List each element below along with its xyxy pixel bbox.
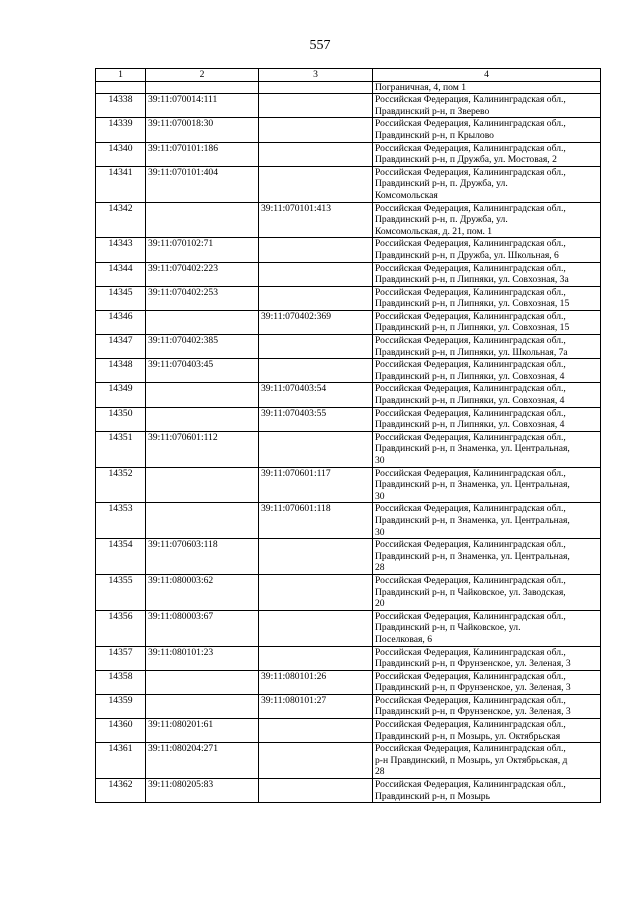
cadastral-number-col2: 39:11:080205:83 <box>146 779 259 803</box>
cadastral-number-col2: 39:11:070603:118 <box>146 539 259 575</box>
address-cell <box>373 646 601 670</box>
address-cell <box>373 310 601 334</box>
address-line: Российская Федерация, Калининградская обл., <box>375 118 566 130</box>
cadastral-number-col2: 39:11:070018:30 <box>146 118 259 142</box>
address-line: Российская Федерация, Калининградская обл., <box>375 694 566 706</box>
record-number: 14358 <box>96 670 146 694</box>
table-row <box>96 574 601 610</box>
cadastral-number-col3: 39:11:070601:117 <box>259 467 373 503</box>
address-cell <box>373 118 601 142</box>
record-number: 14346 <box>96 310 146 334</box>
address-line: Российская Федерация, Калининградская обл., <box>375 166 566 178</box>
cadastral-number-col3 <box>259 779 373 803</box>
cadastral-number-col3 <box>259 142 373 166</box>
address-line: Российская Федерация, Калининградская обл., <box>375 335 566 347</box>
record-number: 14345 <box>96 286 146 310</box>
table-row <box>96 94 601 118</box>
cadastral-number-col3 <box>259 238 373 262</box>
cadastral-number-col3 <box>259 743 373 779</box>
address-line: Российская Федерация, Калининградская обл., <box>375 610 566 622</box>
record-number: 14356 <box>96 610 146 646</box>
address-line: 20 <box>375 598 385 610</box>
address-line: Российская Федерация, Калининградская обл., <box>375 743 566 755</box>
address-cell <box>373 467 601 503</box>
table-row <box>96 142 601 166</box>
cadastral-number-col3: 39:11:070601:118 <box>259 503 373 539</box>
record-number: 14348 <box>96 359 146 383</box>
address-line: Правдинский р-н, п Знаменка, ул. Центральная, <box>375 479 570 491</box>
address-cell <box>373 431 601 467</box>
address-line: Правдинский р-н, п Знаменка, ул. Центральная, <box>375 443 570 455</box>
address-line: Правдинский р-н, п Липняки, ул. Школьная, 7а <box>375 346 568 358</box>
cadastral-number-col2: 39:11:080101:23 <box>146 646 259 670</box>
address-line: Российская Федерация, Калининградская обл., <box>375 286 566 298</box>
address-line: Российская Федерация, Калининградская обл., <box>375 503 566 515</box>
address-line: Российская Федерация, Калининградская обл., <box>375 383 566 395</box>
address-cell <box>373 142 601 166</box>
table-row <box>96 286 601 310</box>
record-number: 14360 <box>96 719 146 743</box>
table-row <box>96 719 601 743</box>
column-header: 4 <box>373 69 601 82</box>
address-line: 30 <box>375 526 385 538</box>
address-cell <box>373 670 601 694</box>
address-line: Российская Федерация, Калининградская обл., <box>375 142 566 154</box>
cadastral-number-col2: 39:11:080003:67 <box>146 610 259 646</box>
cadastral-number-col3 <box>259 359 373 383</box>
table-row <box>96 670 601 694</box>
cadastral-number-col3: 39:11:070101:413 <box>259 202 373 238</box>
table-header-row <box>96 69 601 82</box>
cadastral-number-col2: 39:11:070402:253 <box>146 286 259 310</box>
address-line: Российская Федерация, Калининградская обл., <box>375 94 566 106</box>
address-line: Правдинский р-н, п Липняки, ул. Совхозная, 15 <box>375 322 570 334</box>
record-number: 14357 <box>96 646 146 670</box>
address-line: Правдинский р-н, п Липняки, ул. Совхозная, 3а <box>375 274 569 286</box>
cadastral-number-col3: 39:11:080101:27 <box>259 694 373 718</box>
address-cell <box>373 94 601 118</box>
cadastral-number-col3 <box>259 539 373 575</box>
address-line: Правдинский р-н, п Мозырь, ул. Октябрьская <box>375 730 561 742</box>
record-number: 14344 <box>96 262 146 286</box>
address-line: Правдинский р-н, п Липняки, ул. Совхозная, 15 <box>375 298 570 310</box>
cadastral-number-col3 <box>259 610 373 646</box>
address-line: Правдинский р-н, п. Дружба, ул. <box>375 178 508 190</box>
cadastral-number-col2: 39:11:070402:385 <box>146 335 259 359</box>
table-row <box>96 118 601 142</box>
cadastral-number-col3: 39:11:070403:55 <box>259 407 373 431</box>
address-line: Правдинский р-н, п Фрунзенское, ул. Зеленая, 3 <box>375 658 571 670</box>
record-number: 14359 <box>96 694 146 718</box>
address-line: Поселковая, 6 <box>375 633 433 645</box>
table-row <box>96 743 601 779</box>
cadastral-number-col3: 39:11:070402:369 <box>259 310 373 334</box>
address-line: Российская Федерация, Калининградская обл., <box>375 431 566 443</box>
address-line: Российская Федерация, Калининградская обл., <box>375 670 566 682</box>
cadastral-number-col3 <box>259 118 373 142</box>
record-number: 14351 <box>96 431 146 467</box>
cadastral-number-col2: 39:11:070102:71 <box>146 238 259 262</box>
table-row <box>96 383 601 407</box>
record-number: 14338 <box>96 94 146 118</box>
cadastral-number-col3: 39:11:080101:26 <box>259 670 373 694</box>
address-line: Правдинский р-н, п Фрунзенское, ул. Зеленая, 3 <box>375 706 571 718</box>
registry-table <box>95 68 601 803</box>
table-row <box>96 431 601 467</box>
cadastral-number-col2 <box>146 383 259 407</box>
address-line: Российская Федерация, Калининградская обл., <box>375 238 566 250</box>
table-row <box>96 467 601 503</box>
address-line: Комсомольская, д. 21, пом. 1 <box>375 225 493 237</box>
table-row <box>96 310 601 334</box>
address-line: Правдинский р-н, п Мозырь <box>375 790 490 802</box>
cadastral-number-col2 <box>146 202 259 238</box>
page-number: 557 <box>309 38 331 53</box>
address-line: Комсомольская <box>375 189 438 201</box>
record-number: 14355 <box>96 574 146 610</box>
address-line: Правдинский р-н, п Крылово <box>375 129 494 141</box>
address-line: Российская Федерация, Калининградская обл., <box>375 467 566 479</box>
address-line: Правдинский р-н, п Дружба, ул. Мостовая, 2 <box>375 154 557 166</box>
address-line: 30 <box>375 455 385 466</box>
address-cell <box>373 574 601 610</box>
address-cell <box>373 503 601 539</box>
cadastral-number-col3 <box>259 94 373 118</box>
record-number: 14341 <box>96 166 146 202</box>
cadastral-number-col2 <box>146 503 259 539</box>
table-row <box>96 503 601 539</box>
record-number: 14342 <box>96 202 146 238</box>
cadastral-number-col2: 39:11:070402:223 <box>146 262 259 286</box>
cadastral-number-col2: 39:11:070403:45 <box>146 359 259 383</box>
address-line: Правдинский р-н, п Липняки, ул. Совхозная, 4 <box>375 395 565 407</box>
table-row <box>96 202 601 238</box>
record-number: 14361 <box>96 743 146 779</box>
record-number: 14362 <box>96 779 146 803</box>
cadastral-number-col3: 39:11:070403:54 <box>259 383 373 407</box>
cadastral-number-col3 <box>259 286 373 310</box>
cadastral-number-col2: 39:11:080201:61 <box>146 719 259 743</box>
column-header: 2 <box>146 69 259 82</box>
continuation-row <box>96 81 601 94</box>
cadastral-number-col2: 39:11:070601:112 <box>146 431 259 467</box>
cadastral-number-col3 <box>259 431 373 467</box>
address-line: 30 <box>375 490 385 502</box>
cadastral-number-col2: 39:11:070101:186 <box>146 142 259 166</box>
cadastral-number-col3 <box>259 166 373 202</box>
table-row <box>96 779 601 803</box>
table-row <box>96 238 601 262</box>
record-number: 14354 <box>96 539 146 575</box>
address-cell <box>373 743 601 779</box>
address-line: Правдинский р-н, п Липняки, ул. Совхозная, 4 <box>375 370 565 382</box>
address-cell <box>373 779 601 803</box>
address-cell <box>373 286 601 310</box>
cadastral-number-col2 <box>146 467 259 503</box>
address-line: Правдинский р-н, п Липняки, ул. Совхозная, 4 <box>375 419 565 431</box>
cadastral-number-col2 <box>146 310 259 334</box>
cadastral-number-col3 <box>259 719 373 743</box>
address-line: Российская Федерация, Калининградская обл., <box>375 646 566 658</box>
cadastral-number-col2: 39:11:070101:404 <box>146 166 259 202</box>
address-cell <box>373 166 601 202</box>
address-line: Правдинский р-н, п Знаменка, ул. Центральная, <box>375 550 570 562</box>
record-number: 14349 <box>96 383 146 407</box>
address-cell <box>373 694 601 718</box>
table-row <box>96 166 601 202</box>
continuation-address: Пограничная, 4, пом 1 <box>373 81 601 94</box>
cadastral-number-col3 <box>259 646 373 670</box>
address-cell <box>373 610 601 646</box>
table-row <box>96 610 601 646</box>
cadastral-number-col2 <box>146 670 259 694</box>
address-line: Правдинский р-н, п Фрунзенское, ул. Зеленая, 3 <box>375 682 571 694</box>
table-row <box>96 335 601 359</box>
cadastral-number-col2: 39:11:080003:62 <box>146 574 259 610</box>
address-line: Российская Федерация, Калининградская обл., <box>375 202 566 214</box>
table-row <box>96 539 601 575</box>
address-line: Российская Федерация, Калининградская обл., <box>375 719 566 731</box>
cadastral-number-col2: 39:11:070014:111 <box>146 94 259 118</box>
address-line: Правдинский р-н, п Дружба, ул. Школьная, 6 <box>375 249 559 261</box>
address-line: Российская Федерация, Калининградская обл., <box>375 539 566 551</box>
record-number: 14339 <box>96 118 146 142</box>
record-number: 14343 <box>96 238 146 262</box>
table-row <box>96 646 601 670</box>
address-line: Правдинский р-н, п Чайковское, ул. Заводская, <box>375 586 566 598</box>
record-number: 14353 <box>96 503 146 539</box>
address-line: 28 <box>375 766 385 778</box>
address-line: 28 <box>375 562 385 574</box>
address-cell <box>373 719 601 743</box>
address-cell <box>373 238 601 262</box>
record-number: 14347 <box>96 335 146 359</box>
address-cell <box>373 539 601 575</box>
address-cell <box>373 359 601 383</box>
cadastral-number-col2 <box>146 407 259 431</box>
address-cell <box>373 383 601 407</box>
address-cell <box>373 407 601 431</box>
address-line: Правдинский р-н, п Чайковское, ул. <box>375 622 521 634</box>
table-row <box>96 359 601 383</box>
table-row <box>96 694 601 718</box>
address-line: Правдинский р-н, п. Дружба, ул. <box>375 214 508 226</box>
table-row <box>96 407 601 431</box>
address-line: Российская Федерация, Калининградская обл., <box>375 574 566 586</box>
address-line: Российская Федерация, Калининградская обл., <box>375 262 566 274</box>
record-number: 14352 <box>96 467 146 503</box>
column-header: 1 <box>96 69 146 82</box>
address-line: Российская Федерация, Калининградская обл., <box>375 779 566 791</box>
cadastral-number-col2 <box>146 694 259 718</box>
address-line: Российская Федерация, Калининградская обл., <box>375 407 566 419</box>
address-line: Российская Федерация, Калининградская обл., <box>375 310 566 322</box>
address-cell <box>373 262 601 286</box>
cadastral-number-col2: 39:11:080204:271 <box>146 743 259 779</box>
address-line: р-н Правдинский, п Мозырь, ул Октябрьская, д <box>375 754 568 766</box>
address-cell <box>373 202 601 238</box>
address-line: Правдинский р-н, п Зверево <box>375 105 490 117</box>
address-line: Российская Федерация, Калининградская обл., <box>375 359 566 371</box>
address-line: Правдинский р-н, п Знаменка, ул. Центральная, <box>375 514 570 526</box>
cadastral-number-col3 <box>259 335 373 359</box>
record-number: 14340 <box>96 142 146 166</box>
cadastral-number-col3 <box>259 574 373 610</box>
address-cell <box>373 335 601 359</box>
record-number: 14350 <box>96 407 146 431</box>
table-row <box>96 262 601 286</box>
column-header: 3 <box>259 69 373 82</box>
cadastral-number-col3 <box>259 262 373 286</box>
